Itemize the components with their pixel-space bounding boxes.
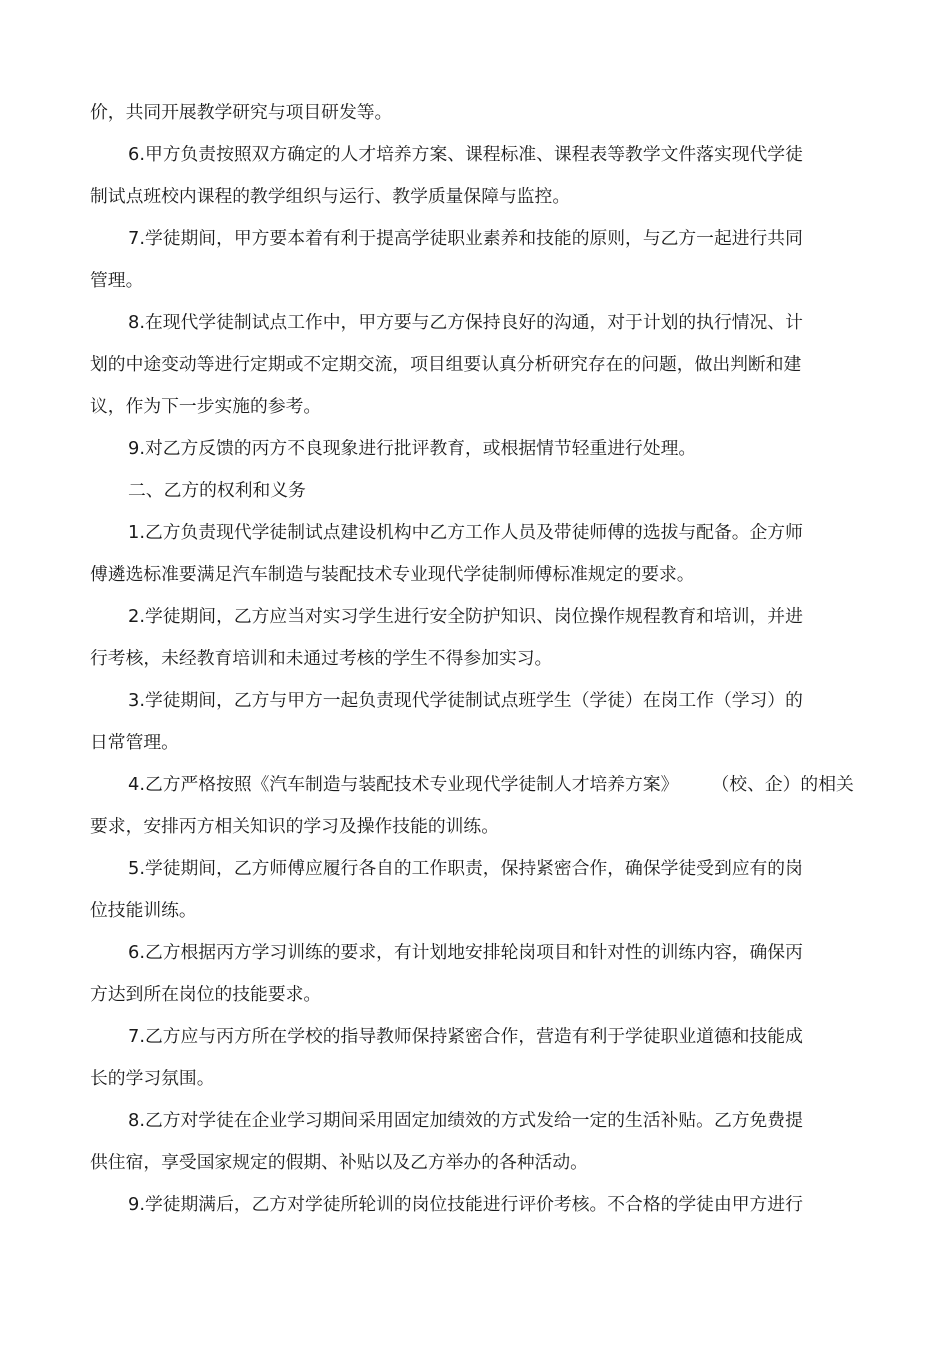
text-line: 3.学徒期间，乙方与甲方一起负责现代学徒制试点班学生（学徒）在岗工作（学习）的 [128,690,803,711]
clause-item [90,92,950,134]
text-line: 行考核，未经教育培训和未通过考核的学生不得参加实习。 [90,648,553,669]
party-a-clause-list [90,92,950,470]
text-line: 位技能训练。 [90,900,197,921]
text-line: 8.乙方对学徒在企业学习期间采用固定加绩效的方式发给一定的生活补贴。乙方免费提 [128,1110,803,1131]
text-line: 管理。 [90,270,144,291]
text-line: 6.乙方根据丙方学习训练的要求，有计划地安排轮岗项目和针对性的训练内容，确保丙 [128,942,803,963]
clause-item [90,680,950,764]
text-line: 划的中途变动等进行定期或不定期交流，项目组要认真分析研究存在的问题，做出判断和建 [90,354,802,375]
clause-item [90,1100,950,1184]
clause-item [90,848,950,932]
text-line: 7.乙方应与丙方所在学校的指导教师保持紧密合作，营造有利于学徒职业道德和技能成 [128,1026,803,1047]
text-line: 傅遴选标准要满足汽车制造与装配技术专业现代学徒制师傅标准规定的要求。 [90,564,695,585]
text-line: 9.学徒期满后，乙方对学徒所轮训的岗位技能进行评价考核。不合格的学徒由甲方进行 [128,1194,803,1215]
clause-item [90,764,950,848]
text-line [90,764,950,806]
text-line: 7.学徒期间，甲方要本着有利于提高学徒职业素养和技能的原则，与乙方一起进行共同 [128,228,803,249]
text-line: 6.甲方负责按照双方确定的人才培养方案、课程标准、课程表等教学文件落实现代学徒 [128,144,803,165]
clause-item [90,1184,950,1226]
clause-item [90,134,950,218]
text-line: 9.对乙方反馈的丙方不良现象进行批评教育，或根据情节轻重进行处理。 [128,438,697,459]
text-line: 8.在现代学徒制试点工作中，甲方要与乙方保持良好的沟通，对于计划的执行情况、计 [128,312,803,333]
section-heading: 二、乙方的权利和义务 [128,480,306,501]
clause-item [90,428,950,470]
text-line: 长的学习氛围。 [90,1068,215,1089]
clause-item [90,218,950,302]
text-line: 2.学徒期间，乙方应当对实习学生进行安全防护知识、岗位操作规程教育和培训，并进 [128,606,803,627]
text-line: 日常管理。 [90,732,179,753]
text-line: 制试点班校内课程的教学组织与运行、教学质量保障与监控。 [90,186,571,207]
text-line: 5.学徒期间，乙方师傅应履行各自的工作职责，保持紧密合作，确保学徒受到应有的岗 [128,858,803,879]
party-b-clause-list [90,512,950,1226]
clause-item [90,1016,950,1100]
clause-item [90,512,950,596]
clause-item [90,302,950,428]
clause-item [90,932,950,1016]
text-segment: 4.乙方严格按照《汽车制造与装配技术专业现代学徒制人才培养方案》 [128,774,679,795]
text-line: 方达到所在岗位的技能要求。 [90,984,322,1005]
text-line: 价，共同开展教学研究与项目研发等。 [90,102,393,123]
text-line: 议，作为下一步实施的参考。 [90,396,322,417]
text-line: 1.乙方负责现代学徒制试点建设机构中乙方工作人员及带徒师傅的选拔与配备。企方师 [128,522,803,543]
clause-item [90,596,950,680]
text-line: 要求，安排丙方相关知识的学习及操作技能的训练。 [90,816,499,837]
text-segment: （校、企）的相关 [720,774,854,795]
text-line: 供住宿，享受国家规定的假期、补贴以及乙方举办的各种活动。 [90,1152,588,1173]
